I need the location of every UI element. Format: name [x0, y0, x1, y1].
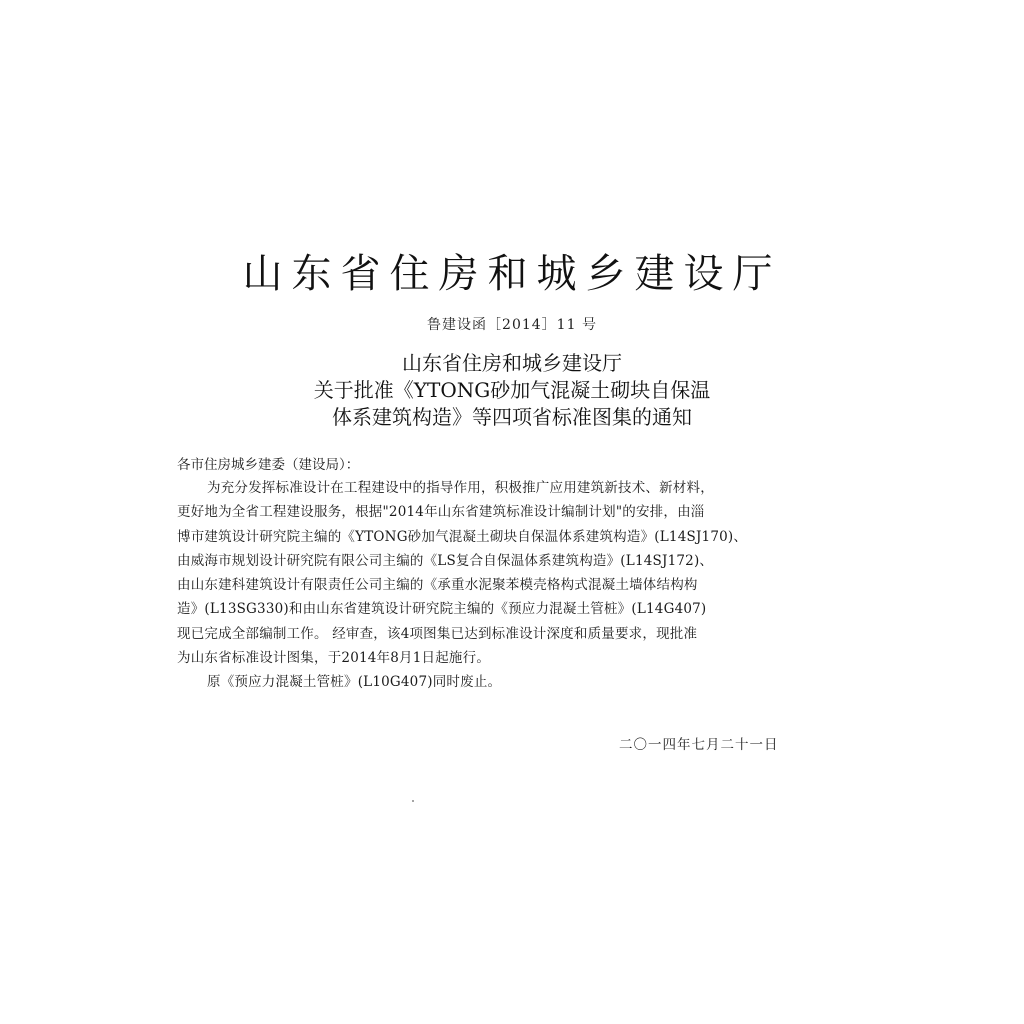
body-line: 原《预应力混凝土管桩》(L10G407)同时废止。 [207, 674, 502, 691]
issuing-agency-header: 山东省住房和城乡建设厅 [242, 251, 782, 297]
document-number: 鲁建设函［2014］11 号 [427, 317, 597, 333]
body-line: 由威海市规划设计研究院有限公司主编的《LS复合自保温体系建筑构造》(L14SJ172)、 [177, 552, 714, 569]
notice-body [177, 478, 837, 697]
notice-title-line-1: 山东省住房和城乡建设厅 [402, 351, 622, 375]
notice-title-line-3: 体系建筑构造》等四项省标准图集的通知 [332, 405, 692, 429]
body-line: 更好地为全省工程建设服务，根据"2014年山东省建筑标准设计编制计划"的安排，由淄 [177, 504, 705, 521]
scan-speck [412, 800, 414, 802]
notice-title-line-2: 关于批准《YTONG砂加气混凝土砌块自保温 [313, 378, 711, 402]
body-line: 由山东建科建筑设计有限责任公司主编的《承重水泥聚苯模壳格构式混凝土墙体结构构 [177, 577, 698, 594]
body-line: 博市建筑设计研究院主编的《YTONG砂加气混凝土砌块自保温体系建筑构造》(L14SJ170)、 [177, 528, 748, 545]
issue-date: 二〇一四年七月二十一日 [619, 737, 779, 753]
notice-title [0, 350, 1024, 431]
body-line: 造》(L13SG330)和由山东省建筑设计研究院主编的《预应力混凝土管桩》(L14G407) [177, 601, 707, 618]
addressee: 各市住房城乡建委（建设局）： [177, 457, 360, 473]
body-line: 为充分发挥标准设计在工程建设中的指导作用，积极推广应用建筑新技术、新材料， [207, 480, 714, 496]
body-line: 为山东省标准设计图集，于2014年8月1日起施行。 [177, 650, 491, 667]
body-line: 现已完成全部编制工作。 经审查，该4项图集已达到标准设计深度和质量要求，现批准 [177, 625, 698, 642]
